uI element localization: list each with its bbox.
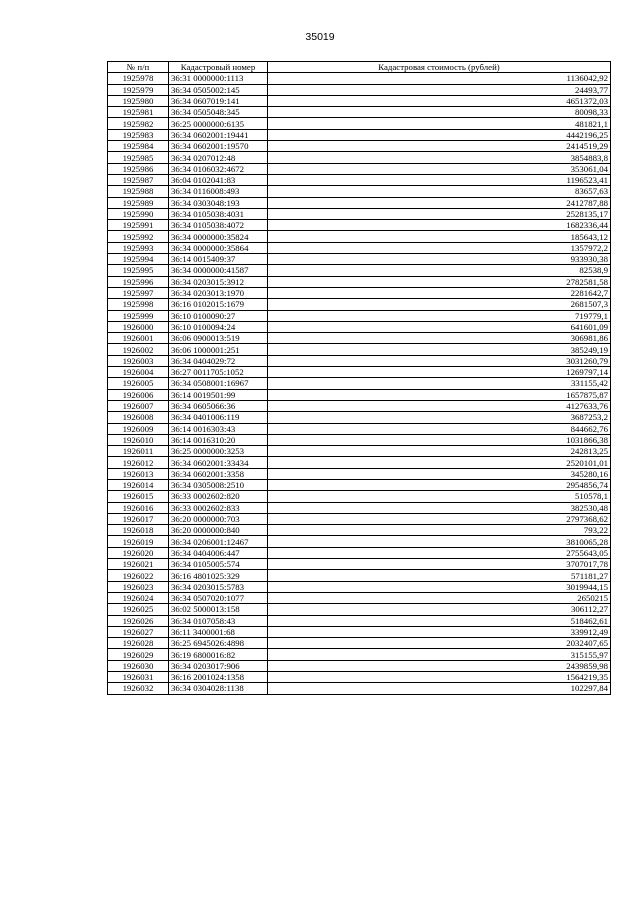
cadastral-number-cell: 36:14 0015409:37 (169, 254, 268, 265)
cadastral-number-cell: 36:34 0404029:72 (169, 355, 268, 366)
cadastral-number-cell: 36:34 0203015:3912 (169, 276, 268, 287)
cadastral-value-cell: 1031866,38 (268, 434, 611, 445)
cadastral-number-cell: 36:34 0602001:33434 (169, 457, 268, 468)
table-row (108, 683, 611, 694)
cadastral-number-cell: 36:25 6945026:4898 (169, 638, 268, 649)
cadastral-value-cell: 1269797,14 (268, 367, 611, 378)
row-number-cell: 1925985 (108, 152, 169, 163)
cadastral-value-cell: 933930,38 (268, 254, 611, 265)
table-row (108, 547, 611, 558)
cadastral-number-cell: 36:34 0607019:141 (169, 95, 268, 106)
table-row (108, 186, 611, 197)
table-row (108, 118, 611, 129)
row-number-cell: 1926002 (108, 344, 169, 355)
table-row (108, 163, 611, 174)
table-row (108, 355, 611, 366)
row-number-cell: 1925991 (108, 220, 169, 231)
table-row (108, 604, 611, 615)
row-number-cell: 1926008 (108, 412, 169, 423)
cadastral-number-cell: 36:34 0305008:2510 (169, 479, 268, 490)
row-number-cell: 1926016 (108, 502, 169, 513)
row-number-cell: 1925997 (108, 287, 169, 298)
row-number-cell: 1926026 (108, 615, 169, 626)
cadastral-number-cell: 36:34 0605066:36 (169, 400, 268, 411)
cadastral-value-cell: 2797368,62 (268, 513, 611, 524)
table-row (108, 310, 611, 321)
table-row (108, 434, 611, 445)
cadastral-number-cell: 36:34 0105005:574 (169, 559, 268, 570)
table-row (108, 174, 611, 185)
row-number-cell: 1926012 (108, 457, 169, 468)
row-number-cell: 1926001 (108, 333, 169, 344)
row-number-cell: 1925994 (108, 254, 169, 265)
cadastral-number-cell: 36:34 0105038:4031 (169, 208, 268, 219)
cadastral-value-cell: 2650215 (268, 592, 611, 603)
cadastral-value-cell: 185643,12 (268, 231, 611, 242)
cadastral-value-cell: 2954856,74 (268, 479, 611, 490)
cadastral-number-cell: 36:14 0016303:43 (169, 423, 268, 434)
row-number-cell: 1926007 (108, 400, 169, 411)
cadastral-value-cell: 518462,61 (268, 615, 611, 626)
table-row (108, 152, 611, 163)
table-row (108, 95, 611, 106)
table-row (108, 513, 611, 524)
header-row-number: № п/п (108, 62, 169, 73)
row-number-cell: 1925998 (108, 299, 169, 310)
cadastral-number-cell: 36:31 0000000:1113 (169, 73, 268, 84)
table-row (108, 660, 611, 671)
cadastral-value-cell: 2281642,7 (268, 287, 611, 298)
row-number-cell: 1925987 (108, 174, 169, 185)
cadastral-value-cell: 3687253,2 (268, 412, 611, 423)
cadastral-number-cell: 36:25 0000000:6135 (169, 118, 268, 129)
table-row (108, 265, 611, 276)
row-number-cell: 1926020 (108, 547, 169, 558)
cadastral-value-cell: 4442196,25 (268, 129, 611, 140)
table-row (108, 333, 611, 344)
table-row (108, 254, 611, 265)
cadastral-number-cell: 36:16 0102015:1679 (169, 299, 268, 310)
cadastral-number-cell: 36:34 0203013:1970 (169, 287, 268, 298)
cadastral-number-cell: 36:34 0304028:1138 (169, 683, 268, 694)
table-row (108, 491, 611, 502)
row-number-cell: 1926025 (108, 604, 169, 615)
table-row (108, 649, 611, 660)
row-number-cell: 1925995 (108, 265, 169, 276)
cadastral-number-cell: 36:34 0116008:493 (169, 186, 268, 197)
table-row (108, 73, 611, 84)
cadastral-value-cell: 2414519,29 (268, 141, 611, 152)
cadastral-value-cell: 1136042,92 (268, 73, 611, 84)
table-row (108, 412, 611, 423)
cadastral-number-cell: 36:34 0203017:906 (169, 660, 268, 671)
row-number-cell: 1926013 (108, 468, 169, 479)
cadastral-value-cell: 2681507,3 (268, 299, 611, 310)
row-number-cell: 1926004 (108, 367, 169, 378)
cadastral-value-cell: 1357972,2 (268, 242, 611, 253)
row-number-cell: 1926009 (108, 423, 169, 434)
table-row (108, 457, 611, 468)
row-number-cell: 1925990 (108, 208, 169, 219)
table-row (108, 479, 611, 490)
cadastral-value-cell: 844662,76 (268, 423, 611, 434)
cadastral-number-cell: 36:34 0000000:35824 (169, 231, 268, 242)
cadastral-number-cell: 36:16 4801025:329 (169, 570, 268, 581)
cadastral-number-cell: 36:34 0000000:41587 (169, 265, 268, 276)
cadastral-number-cell: 36:34 0107058:43 (169, 615, 268, 626)
cadastral-value-cell: 1682336,44 (268, 220, 611, 231)
cadastral-number-cell: 36:34 0206001:12467 (169, 536, 268, 547)
row-number-cell: 1926019 (108, 536, 169, 547)
row-number-cell: 1925986 (108, 163, 169, 174)
row-number-cell: 1926017 (108, 513, 169, 524)
cadastral-number-cell: 36:34 0000000:35864 (169, 242, 268, 253)
row-number-cell: 1926021 (108, 559, 169, 570)
cadastral-number-cell: 36:33 0002602:833 (169, 502, 268, 513)
table-row (108, 468, 611, 479)
table-row (108, 400, 611, 411)
row-number-cell: 1925999 (108, 310, 169, 321)
cadastral-number-cell: 36:34 0404006:447 (169, 547, 268, 558)
cadastral-value-cell: 3019944,15 (268, 581, 611, 592)
table-row (108, 299, 611, 310)
cadastral-value-cell: 385249,19 (268, 344, 611, 355)
cadastral-value-cell: 1657875,87 (268, 389, 611, 400)
cadastral-number-cell: 36:34 0507020:1077 (169, 592, 268, 603)
cadastral-value-cell: 339912,49 (268, 626, 611, 637)
row-number-cell: 1926010 (108, 434, 169, 445)
table-row (108, 581, 611, 592)
cadastral-number-cell: 36:14 0016310:20 (169, 434, 268, 445)
cadastral-number-cell: 36:06 1000001:251 (169, 344, 268, 355)
row-number-cell: 1926011 (108, 446, 169, 457)
cadastral-value-cell: 83657,63 (268, 186, 611, 197)
cadastral-value-cell: 2520101,01 (268, 457, 611, 468)
cadastral-number-cell: 36:34 0207012:48 (169, 152, 268, 163)
cadastral-value-cell: 481821,1 (268, 118, 611, 129)
cadastral-value-cell: 331155,42 (268, 378, 611, 389)
cadastral-value-cell: 382530,48 (268, 502, 611, 513)
row-number-cell: 1926032 (108, 683, 169, 694)
cadastral-number-cell: 36:14 0019501:99 (169, 389, 268, 400)
cadastral-number-cell: 36:20 0000000:703 (169, 513, 268, 524)
cadastral-value-cell: 571181,27 (268, 570, 611, 581)
table-row (108, 378, 611, 389)
table-row (108, 592, 611, 603)
table-row (108, 208, 611, 219)
cadastral-value-cell: 4127633,76 (268, 400, 611, 411)
row-number-cell: 1925982 (108, 118, 169, 129)
row-number-cell: 1926024 (108, 592, 169, 603)
cadastral-number-cell: 36:34 0401006:119 (169, 412, 268, 423)
cadastral-value-cell: 306112,27 (268, 604, 611, 615)
page-number: 35019 (305, 31, 335, 43)
row-number-cell: 1925992 (108, 231, 169, 242)
table-body (108, 73, 611, 694)
cadastral-number-cell: 36:34 0602001:3358 (169, 468, 268, 479)
cadastral-value-cell: 3031260,79 (268, 355, 611, 366)
table-row (108, 367, 611, 378)
cadastral-value-cell: 2755643,05 (268, 547, 611, 558)
table-row (108, 389, 611, 400)
header-cadastral-value: Кадастровая стоимость (рублей) (268, 62, 611, 73)
row-number-cell: 1926000 (108, 321, 169, 332)
row-number-cell: 1926029 (108, 649, 169, 660)
cadastral-value-table (107, 61, 611, 695)
cadastral-number-cell: 36:25 0000000:3253 (169, 446, 268, 457)
table-row (108, 525, 611, 536)
cadastral-number-cell: 36:34 0203015:5783 (169, 581, 268, 592)
cadastral-number-cell: 36:27 0011705:1052 (169, 367, 268, 378)
row-number-cell: 1925984 (108, 141, 169, 152)
cadastral-number-cell: 36:34 0602001:19441 (169, 129, 268, 140)
cadastral-value-cell: 2528135,17 (268, 208, 611, 219)
cadastral-number-cell: 36:34 0505002:145 (169, 84, 268, 95)
cadastral-value-cell: 315155,97 (268, 649, 611, 660)
row-number-cell: 1925989 (108, 197, 169, 208)
cadastral-number-cell: 36:34 0105038:4072 (169, 220, 268, 231)
cadastral-value-cell: 1196523,41 (268, 174, 611, 185)
cadastral-value-cell: 2439859,98 (268, 660, 611, 671)
table-header-row (108, 62, 611, 73)
cadastral-number-cell: 36:34 0106032:4672 (169, 163, 268, 174)
row-number-cell: 1925978 (108, 73, 169, 84)
cadastral-value-cell: 4651372,03 (268, 95, 611, 106)
table-row (108, 344, 611, 355)
table-row (108, 242, 611, 253)
table-row (108, 423, 611, 434)
cadastral-value-cell: 345280,16 (268, 468, 611, 479)
row-number-cell: 1926022 (108, 570, 169, 581)
cadastral-value-cell: 24493,77 (268, 84, 611, 95)
row-number-cell: 1926005 (108, 378, 169, 389)
row-number-cell: 1926030 (108, 660, 169, 671)
row-number-cell: 1925983 (108, 129, 169, 140)
row-number-cell: 1925988 (108, 186, 169, 197)
row-number-cell: 1926006 (108, 389, 169, 400)
table-row (108, 321, 611, 332)
cadastral-value-cell: 2032407,65 (268, 638, 611, 649)
row-number-cell: 1925981 (108, 107, 169, 118)
table-row (108, 672, 611, 683)
cadastral-value-cell: 641601,09 (268, 321, 611, 332)
cadastral-value-cell: 242813,25 (268, 446, 611, 457)
cadastral-number-cell: 36:10 0100090:27 (169, 310, 268, 321)
cadastral-value-cell: 3854883,8 (268, 152, 611, 163)
cadastral-number-cell: 36:20 0000000:840 (169, 525, 268, 536)
table-row (108, 129, 611, 140)
cadastral-value-cell: 353061,04 (268, 163, 611, 174)
table-row (108, 559, 611, 570)
cadastral-value-cell: 3810065,28 (268, 536, 611, 547)
cadastral-number-cell: 36:11 3400001:68 (169, 626, 268, 637)
cadastral-number-cell: 36:33 0002602:820 (169, 491, 268, 502)
table-row (108, 626, 611, 637)
row-number-cell: 1926028 (108, 638, 169, 649)
cadastral-value-cell: 719779,1 (268, 310, 611, 321)
row-number-cell: 1925979 (108, 84, 169, 95)
cadastral-number-cell: 36:19 6800016:82 (169, 649, 268, 660)
cadastral-value-cell: 2782581,58 (268, 276, 611, 287)
row-number-cell: 1926014 (108, 479, 169, 490)
cadastral-number-cell: 36:34 0505048:345 (169, 107, 268, 118)
row-number-cell: 1926023 (108, 581, 169, 592)
table-row (108, 446, 611, 457)
row-number-cell: 1926018 (108, 525, 169, 536)
table-row (108, 615, 611, 626)
table-row (108, 84, 611, 95)
header-cadastral-number: Кадастровый номер (169, 62, 268, 73)
table-row (108, 231, 611, 242)
row-number-cell: 1925980 (108, 95, 169, 106)
cadastral-number-cell: 36:16 2001024:1358 (169, 672, 268, 683)
table-row (108, 276, 611, 287)
cadastral-value-cell: 102297,84 (268, 683, 611, 694)
table-row (108, 197, 611, 208)
table-row (108, 287, 611, 298)
cadastral-number-cell: 36:10 0100094:24 (169, 321, 268, 332)
row-number-cell: 1926031 (108, 672, 169, 683)
cadastral-number-cell: 36:34 0602001:19570 (169, 141, 268, 152)
table-row (108, 220, 611, 231)
table-row (108, 107, 611, 118)
row-number-cell: 1925996 (108, 276, 169, 287)
cadastral-number-cell: 36:34 0303048:193 (169, 197, 268, 208)
row-number-cell: 1926027 (108, 626, 169, 637)
table-row (108, 141, 611, 152)
cadastral-number-cell: 36:04 0102041:83 (169, 174, 268, 185)
cadastral-value-cell: 82538,9 (268, 265, 611, 276)
cadastral-number-cell: 36:34 0508001:16967 (169, 378, 268, 389)
row-number-cell: 1926015 (108, 491, 169, 502)
cadastral-value-cell: 793,22 (268, 525, 611, 536)
row-number-cell: 1925993 (108, 242, 169, 253)
table-row (108, 536, 611, 547)
cadastral-value-cell: 510578,1 (268, 491, 611, 502)
cadastral-value-cell: 3707017,78 (268, 559, 611, 570)
cadastral-value-cell: 1564219,35 (268, 672, 611, 683)
table-row (108, 638, 611, 649)
cadastral-value-cell: 80098,33 (268, 107, 611, 118)
cadastral-number-cell: 36:02 5000013:158 (169, 604, 268, 615)
table-row (108, 502, 611, 513)
cadastral-value-cell: 2412787,88 (268, 197, 611, 208)
row-number-cell: 1926003 (108, 355, 169, 366)
cadastral-number-cell: 36:06 0900013:519 (169, 333, 268, 344)
cadastral-value-cell: 306981,86 (268, 333, 611, 344)
table-row (108, 570, 611, 581)
